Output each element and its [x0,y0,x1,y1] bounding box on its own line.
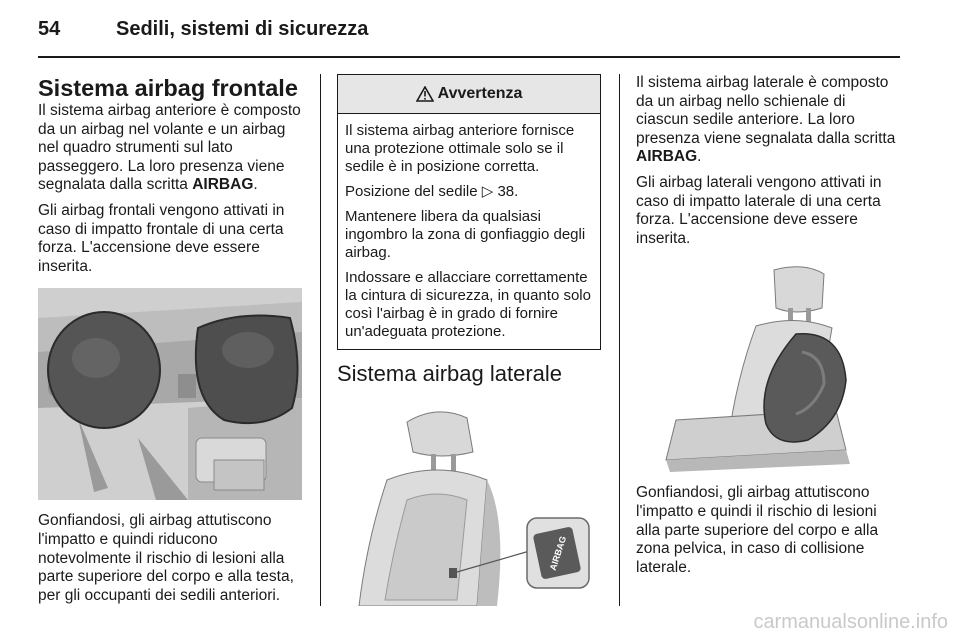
airbag-label-text-side: AIRBAG [636,148,698,166]
warning-p1: Il sistema airbag anteriore fornisce una protezione ottimale solo se il sedile è in posizione corretta. [345,122,575,175]
side-airbag-label-illustration [337,400,601,606]
airbag-label-text: AIRBAG [192,176,254,194]
column-warning-side [337,74,603,606]
chapter-title: Sedili, sistemi di sicurezza [116,18,369,40]
paragraph-side-inflation: Gonfiandosi, gli airbag attutiscono l'impatto e quindi il rischio di lesioni alla parte superiore del corpo e alla zona pelvica, in caso di collisione laterale. [636,484,879,576]
section-heading-side: Sistema airbag laterale [337,361,563,386]
watermark: carmanualsonline.info [753,611,948,633]
warning-p3: Mantenere libera da qualsiasi ingombro la zona di gonfiaggio degli airbag. [345,208,586,261]
warning-p2: Posizione del sedile ▷ 38. [345,183,519,200]
front-airbag-illustration [38,288,302,500]
paragraph-side-activation: Gli airbag laterali vengono attivati in caso di impatto laterale di una certa forza. L'accensione deve essere inserita. [636,173,882,247]
column-divider-1 [320,74,321,606]
paragraph-side-intro: Il sistema airbag laterale è composto da un airbag nello schienale di ciascun sedile anteriore. La loro presenza viene segnalata dalla scritta AIRBAG. [636,74,896,166]
section-heading-front: Sistema airbag frontale [38,75,298,101]
warning-p4: Indossare e allacciare correttamente la cintura di sicurezza, in quanto solo così l'airbag è in grado di fornire un'adeguata protezione. [345,269,591,340]
warning-header [338,75,600,114]
airbag-tag-text: AIRBAG [547,534,569,572]
header-rule [38,56,900,58]
warning-body [338,114,600,349]
paragraph-front-intro: Il sistema airbag anteriore è composto da un airbag nel volante e un airbag nel quadro strumenti sul lato passeggero. La loro presenza viene segnalata dalla scritta AIRBAG. [38,102,301,194]
warning-title: Avvertenza [437,84,523,102]
warning-box [337,74,601,350]
column-divider-2 [619,74,620,606]
column-front-airbag [38,74,304,612]
warning-triangle-icon [416,86,434,102]
page-number: 54 [38,18,61,40]
paragraph-front-activation: Gli airbag frontali vengono attivati in caso di impatto frontale di una certa forza. L'accensione deve essere inserita. [38,201,285,275]
page-header [38,18,900,48]
seat-position-ref[interactable]: 38. [497,183,519,200]
side-airbag-illustration [636,260,900,472]
page-ref-arrow-icon: ▷ [481,183,498,200]
column-side-airbag [636,74,902,584]
paragraph-front-inflation: Gonfiandosi, gli airbag attutiscono l'impatto e quindi riducono notevolmente il rischio di lesioni alla parte superiore del corpo e alla testa, per gli occupanti dei sedili anteriori. [38,512,294,604]
